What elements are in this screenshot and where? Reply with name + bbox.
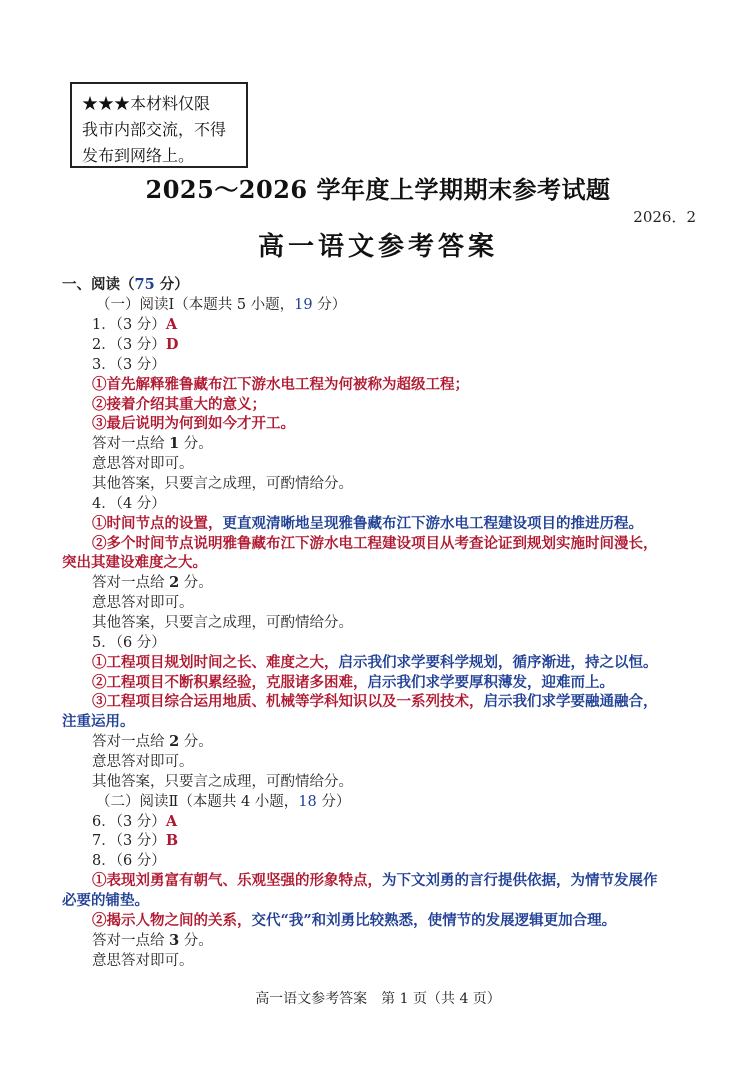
scoring-rule: 答对一点给 1 分。 [92, 435, 213, 452]
scoring-rule: 意思答对即可。 [92, 595, 194, 611]
question-7: 7．（3 分）B [92, 832, 179, 849]
question-5-label: 5．（6 分） [92, 635, 166, 651]
scoring-rule: 答对一点给 2 分。 [92, 733, 213, 750]
answer: A [165, 316, 178, 333]
answer: A [165, 813, 178, 830]
part-heading: （二）阅读Ⅱ（本题共 4 小题，18 分） [96, 794, 351, 810]
answer: D [165, 336, 179, 353]
notice-line: 发布到网络上。 [82, 146, 195, 165]
answer-point: ②工程项目不断积累经验，克服诸多困难，启示我们求学要厚积薄发，迎难而上。 [92, 674, 614, 691]
answer-point: ①时间节点的设置，更直观清晰地呈现雅鲁藏布江下游水电工程建设项目的推进历程。 [92, 515, 643, 532]
question-2: 2．（3 分）D [92, 336, 179, 353]
answer-point-cont: 突出其建设难度之大。 [62, 554, 207, 571]
page-footer: 高一语文参考答案 第 1 页（共 4 页） [255, 991, 501, 1007]
notice-line: ★★★本材料仅限 [82, 94, 211, 113]
part-heading: （一）阅读Ⅰ（本题共 5 小题，19 分） [96, 297, 347, 313]
scoring-rule: 意思答对即可。 [92, 754, 194, 770]
exam-date: 2026．2 [633, 208, 696, 226]
notice-line: 我市内部交流，不得 [82, 120, 227, 139]
question-8-label: 8．（6 分） [92, 853, 166, 869]
scoring-rule: 其他答案，只要言之成理，可酌情给分。 [92, 774, 353, 790]
scoring-rule: 答对一点给 2 分。 [92, 574, 213, 591]
question-4-label: 4．（4 分） [92, 496, 166, 512]
answer: B [165, 832, 179, 849]
scoring-rule: 意思答对即可。 [92, 953, 194, 969]
question-3-label: 3．（3 分） [92, 357, 166, 373]
question-1: 1．（3 分）A [92, 316, 178, 333]
answer-point: ③最后说明为何到如今才开工。 [92, 415, 295, 432]
answer-point: ②多个时间节点说明雅鲁藏布江下游水电工程建设项目从考查论证到规划实施时间漫长， [92, 535, 658, 552]
exam-title: 2025～2026 学年度上学期期末参考试题 [145, 175, 611, 204]
page-subtitle: 高一语文参考答案 [257, 232, 498, 262]
answer-point: ①首先解释雅鲁藏布江下游水电工程为何被称为超级工程； [92, 376, 469, 393]
question-6: 6．（3 分）A [92, 813, 178, 830]
answer-point: ③工程项目综合运用地质、机械等学科知识以及一系列技术，启示我们求学要融通融合， [92, 693, 658, 710]
section-heading: 一、阅读（75 分） [62, 276, 189, 293]
answer-point: ②接着介绍其重大的意义； [92, 396, 266, 413]
notice-box [70, 82, 248, 168]
answer-point-cont: 必要的铺垫。 [62, 892, 149, 909]
scoring-rule: 答对一点给 3 分。 [92, 932, 213, 949]
answer-point: ①表现刘勇富有朝气、乐观坚强的形象特点，为下文刘勇的言行提供依据，为情节发展作 [92, 872, 658, 889]
answer-point: ①工程项目规划时间之长、难度之大，启示我们求学要科学规划，循序渐进，持之以恒。 [92, 654, 658, 671]
scoring-rule: 意思答对即可。 [92, 456, 194, 472]
scoring-rule: 其他答案，只要言之成理，可酌情给分。 [92, 615, 353, 631]
answer-point-cont: 注重运用。 [62, 713, 135, 730]
answer-point: ②揭示人物之间的关系，交代“我”和刘勇比较熟悉，使情节的发展逻辑更加合理。 [92, 912, 617, 929]
scoring-rule: 其他答案，只要言之成理，可酌情给分。 [92, 476, 353, 492]
